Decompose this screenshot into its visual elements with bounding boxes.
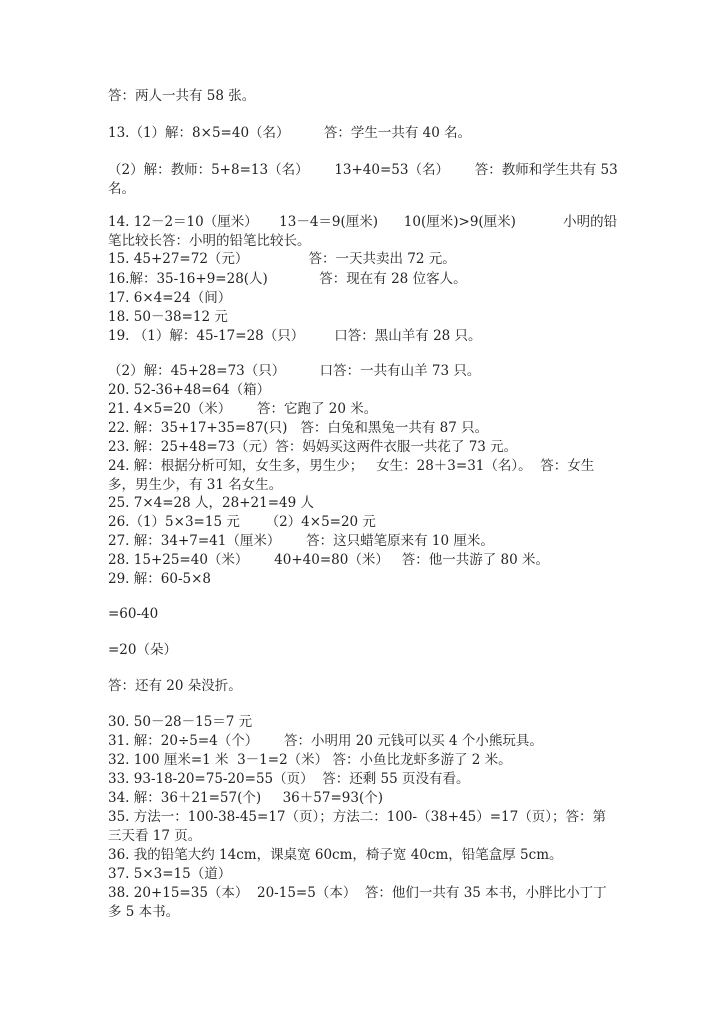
- text-line: 33. 93-18-20=75-20=55（页） 答：还剩 55 页没有看。: [108, 771, 470, 787]
- text-line: 22. 解：35+17+35=87(只) 答：白兔和黑兔一共有 87 只。: [108, 420, 489, 436]
- text-line: 21. 4×5=20（米） 答：它跑了 20 米。: [108, 401, 378, 417]
- text-line: 36. 我的铅笔大约 14cm，课桌宽 60cm，椅子宽 40cm，铅笔盒厚 5cm。: [108, 847, 563, 863]
- text-line: 18. 50－38=12 元: [108, 309, 228, 325]
- text-line: 38. 20+15=35（本） 20-15=5（本） 答：他们一共有 35 本书，小胖比小丁丁多 5 本书。: [108, 885, 607, 920]
- text-line: 15. 45+27=72（元） 答：一天共卖出 72 元。: [108, 251, 456, 267]
- text-line: （2）解：45+28=73（只） 口答：一共有山羊 73 只。: [108, 363, 481, 379]
- text-line: （2）解：教师：5+8=13（名） 13+40=53（名） 答：教师和学生共有 53 名。: [108, 162, 622, 197]
- text-line: 14. 12－2＝10（厘米） 13－4＝9(厘米) 10(厘米)>9(厘米) 小明的铅笔比较长答：小明的铅笔比较长。: [108, 214, 618, 249]
- text-line: 13.（1）解：8×5=40（名） 答：学生一共有 40 名。: [108, 125, 472, 141]
- text-line: 答：两人一共有 58 张。: [108, 88, 256, 104]
- text-line: 答：还有 20 朵没折。: [108, 678, 242, 694]
- text-line: 34. 解：36＋21=57(个) 36＋57=93(个): [108, 790, 383, 806]
- text-line: 19. （1）解：45-17=28（只） 口答：黑山羊有 28 只。: [108, 328, 482, 344]
- text-line: 31. 解：20÷5=4（个） 答：小明用 20 元钱可以买 4 个小熊玩具。: [108, 733, 543, 749]
- text-line: =20（朵）: [108, 642, 177, 658]
- text-line: 37. 5×3=15（道）: [108, 866, 232, 882]
- text-line: 24. 解：根据分析可知，女生多，男生少； 女生：28＋3=31（名）。 答：女生多，男生少，有 31 名女生。: [108, 458, 595, 493]
- text-line: 29. 解：60-5×8: [108, 571, 211, 587]
- text-line: 27. 解：34+7=41（厘米） 答：这只蜡笔原来有 10 厘米。: [108, 533, 494, 549]
- text-line: 20. 52-36+48=64（箱）: [108, 382, 271, 398]
- text-line: 30. 50－28－15＝7 元: [108, 714, 253, 730]
- text-line: 35. 方法一：100-38-45=17（页）；方法二：100-（38+45）=17（页）；答：第三天看 17 页。: [108, 809, 606, 844]
- text-line: 25. 7×4=28 人，28+21=49 人: [108, 495, 314, 511]
- text-line: 32. 100 厘米=1 米 3－1=2（米） 答：小鱼比龙虾多游了 2 米。: [108, 752, 512, 768]
- text-line: 23. 解：25+48=73（元）答：妈妈买这两件衣服一共花了 73 元。: [108, 439, 518, 455]
- text-line: 28. 15+25=40（米） 40+40=80（米） 答：他一共游了 80 米。: [108, 552, 549, 568]
- text-line: 16.解：35-16+9=28(人) 答：现在有 28 位客人。: [108, 271, 467, 287]
- text-line: 17. 6×4=24（间）: [108, 290, 232, 306]
- text-line: =60-40: [108, 606, 159, 622]
- text-line: 26.（1）5×3=15 元 （2）4×5=20 元: [108, 514, 376, 530]
